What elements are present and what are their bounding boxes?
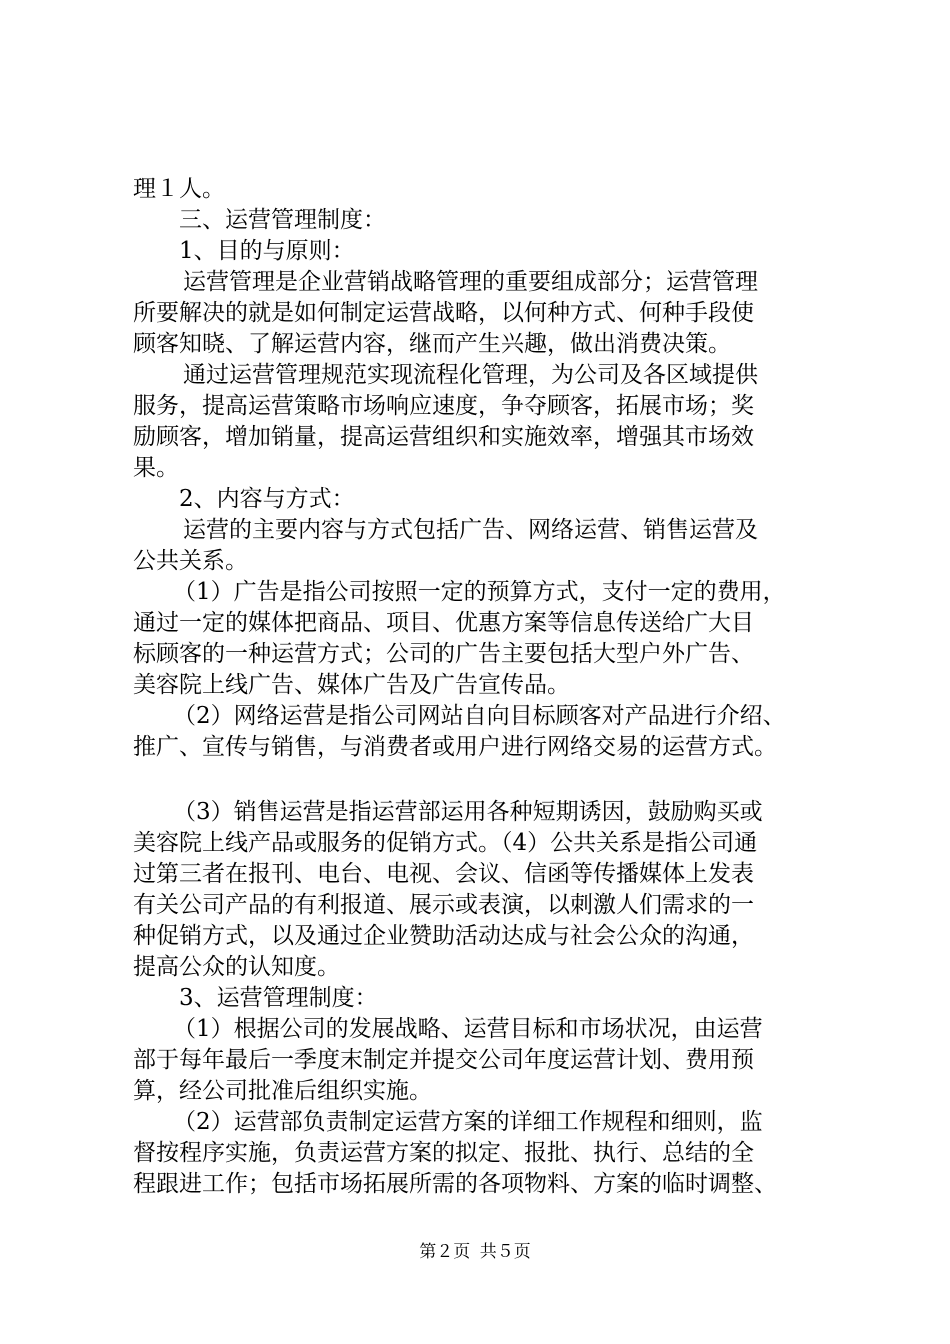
- text-line: （3）销售运营是指运营部运用各种短期诱因，鼓励购买或: [173, 799, 763, 825]
- page-number: 第２页: [419, 1242, 471, 1262]
- text-line: 服务，提高运营策略市场响应速度，争夺顾客，拓展市场；奖: [133, 393, 754, 419]
- text-line: 有关公司产品的有利报道、展示或表演，以刺激人们需求的一: [133, 892, 754, 918]
- text-line: （2）网络运营是指公司网站自向目标顾客对产品进行介绍、: [173, 703, 786, 729]
- text-line: （1）根据公司的发展战略、运营目标和市场状况，由运营: [173, 1016, 763, 1042]
- text-line: 提高公众的认知度。: [133, 954, 340, 980]
- document-body: [133, 174, 833, 1200]
- subsection-heading: 2、内容与方式：: [179, 486, 355, 512]
- text-line: （2）运营部负责制定运营方案的详细工作规程和细则，监: [173, 1109, 763, 1135]
- subsection-heading: 3、运营管理制度：: [179, 985, 378, 1011]
- text-line: 公共关系。: [133, 548, 248, 574]
- text-line: 部于每年最后一季度末制定并提交公司年度运营计划、费用预: [133, 1047, 754, 1073]
- text-line: 算，经公司批准后组织实施。: [133, 1078, 432, 1104]
- text-line: 美容院上线产品或服务的促销方式。（4）公共关系是指公司通: [133, 830, 758, 856]
- text-line: 督按程序实施，负责运营方案的拟定、报批、执行、总结的全: [133, 1140, 754, 1166]
- text-line: 过第三者在报刊、电台、电视、会议、信函等传播媒体上发表: [133, 861, 754, 887]
- text-line: 程跟进工作；包括市场拓展所需的各项物料、方案的临时调整、: [133, 1171, 777, 1197]
- text-line: 种促销方式，以及通过企业赞助活动达成与社会公众的沟通，: [133, 923, 754, 949]
- page-footer: [0, 1241, 950, 1263]
- page-total: 共５页: [479, 1242, 531, 1262]
- text-line: 果。: [133, 455, 179, 481]
- text-line: 标顾客的一种运营方式；公司的广告主要包括大型户外广告、: [133, 641, 754, 667]
- text-line: 顾客知晓、了解运营内容，继而产生兴趣，做出消费决策。: [133, 331, 731, 357]
- text-line: （1）广告是指公司按照一定的预算方式，支付一定的费用，: [173, 579, 786, 605]
- text-line: 励顾客，增加销量，提高运营组织和实施效率，增强其市场效: [133, 424, 754, 450]
- text-line: 推广、宣传与销售，与消费者或用户进行网络交易的运营方式。: [133, 734, 777, 760]
- text-line: 运营管理是企业营销战略管理的重要组成部分；运营管理: [183, 269, 758, 295]
- text-line: 美容院上线广告、媒体广告及广告宣传品。: [133, 672, 570, 698]
- text-line: 所要解决的就是如何制定运营战略，以何种方式、何种手段使: [133, 300, 754, 326]
- paragraph-gap: [133, 763, 833, 797]
- text-line: 运营的主要内容与方式包括广告、网络运营、销售运营及: [183, 517, 758, 543]
- section-heading: 三、运营管理制度：: [179, 207, 386, 233]
- text-line: 理１人。: [133, 176, 225, 202]
- text-line: 通过一定的媒体把商品、项目、优惠方案等信息传送给广大目: [133, 610, 754, 636]
- text-line: 通过运营管理规范实现流程化管理，为公司及各区域提供: [183, 362, 758, 388]
- subsection-heading: 1、目的与原则：: [179, 238, 355, 264]
